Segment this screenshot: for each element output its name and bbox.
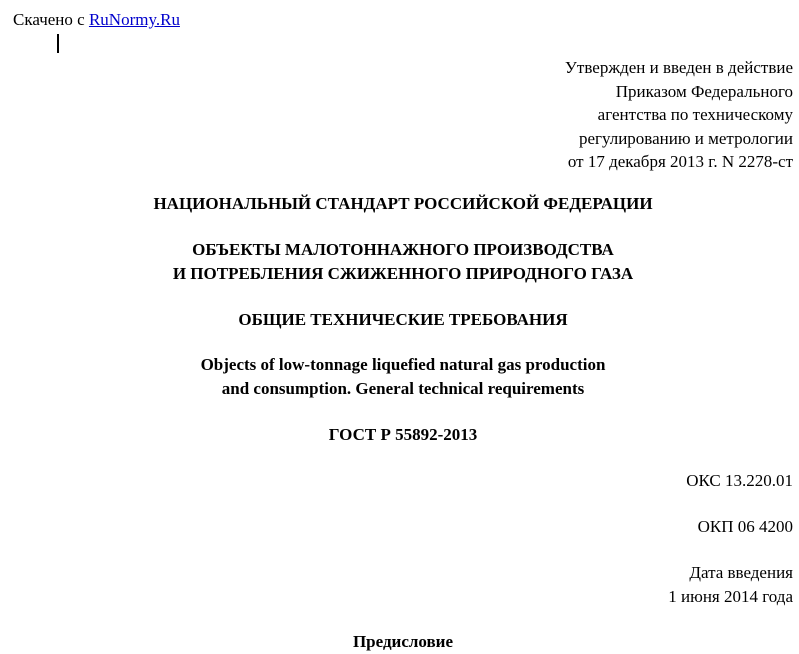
objects-title-line-2: И ПОТРЕБЛЕНИЯ СЖИЖЕННОГО ПРИРОДНОГО ГАЗА — [172, 263, 634, 283]
oks-code: ОКС 13.220.01 — [686, 471, 793, 490]
objects-title — [0, 238, 799, 285]
gost-number: ГОСТ Р 55892-2013 — [328, 425, 478, 444]
approval-line-4: регулированию и метрологии — [578, 128, 793, 148]
english-title-line-1: Objects of low-tonnage liquefied natural gas production — [200, 355, 606, 374]
text-cursor — [57, 34, 59, 53]
general-requirements-title: ОБЩИЕ ТЕХНИЧЕСКИЕ ТРЕБОВАНИЯ — [238, 310, 568, 329]
national-standard-title: НАЦИОНАЛЬНЫЙ СТАНДАРТ РОССИЙСКОЙ ФЕДЕРАЦИИ — [153, 194, 653, 213]
english-title — [0, 353, 799, 400]
approval-line-2: Приказом Федерального — [615, 81, 793, 101]
preface-heading: Предисловие — [352, 632, 454, 651]
approval-line-1: Утвержден и введен в действие — [564, 58, 793, 77]
approval-line-5: от 17 декабря 2013 г. N 2278-ст — [567, 152, 793, 171]
introduction-date-block — [668, 561, 793, 608]
approval-line-3: агентства по техническому — [597, 105, 793, 124]
source-line — [13, 8, 180, 32]
source-prefix: Скачено с — [13, 10, 89, 29]
approval-block — [565, 56, 793, 174]
introduction-date: 1 июня 2014 года — [668, 586, 793, 606]
runormy-link[interactable]: RuNormy.Ru — [88, 10, 180, 29]
introduction-label: Дата введения — [689, 563, 793, 582]
okp-code: ОКП 06 4200 — [697, 517, 793, 536]
english-title-line-2: and consumption. General technical requirements — [221, 378, 585, 398]
objects-title-line-1: ОБЪЕКТЫ МАЛОТОННАЖНОГО ПРОИЗВОДСТВА — [192, 240, 614, 259]
